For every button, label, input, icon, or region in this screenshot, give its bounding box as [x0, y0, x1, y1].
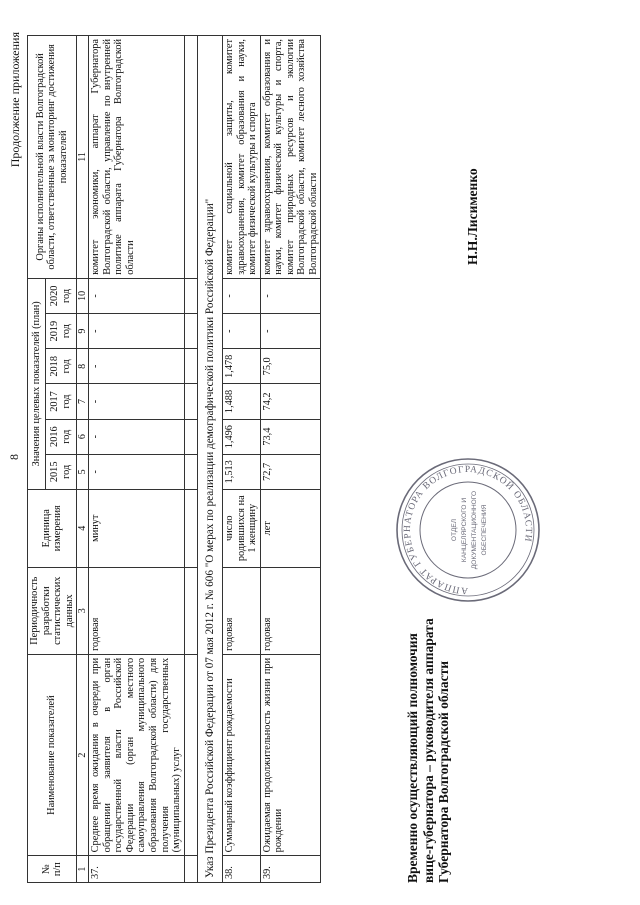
header-indicator: Наименование показателей	[28, 654, 77, 855]
section-row	[197, 36, 223, 883]
stamp-ring-text: АППАРАТ ГУБЕРНАТОРА ВОЛГОГРАДСКОЙ ОБЛАСТИ	[402, 464, 534, 596]
indicators-table	[27, 35, 321, 883]
signature-block	[405, 503, 452, 883]
header-year: 2016 год	[45, 419, 77, 454]
column-number: 8	[77, 349, 89, 384]
value-cell: -	[89, 278, 184, 313]
column-number: 9	[77, 314, 89, 349]
signature-line: Губернатора Волгоградской области	[436, 660, 452, 883]
value-cell: -	[260, 278, 321, 313]
header-unit: Единица измерения	[28, 489, 77, 567]
stamp-center-line: ОТДЕЛ	[451, 518, 458, 542]
periodicity-cell: годовая	[223, 567, 261, 654]
unit-cell: число родившихся на 1 женщину	[223, 489, 261, 567]
column-number: 7	[77, 384, 89, 419]
value-cell: -	[89, 384, 184, 419]
column-number: 1	[77, 856, 89, 883]
indicator-name: Суммарный коэффициент рождаемости	[223, 654, 261, 855]
column-number: 6	[77, 419, 89, 454]
stamp-center-line: ДОКУМЕНТАЦИОННОГО	[471, 490, 478, 570]
value-cell: 1,513	[223, 454, 261, 489]
periodicity-cell: годовая	[260, 567, 321, 654]
column-numbers-row	[77, 36, 89, 883]
value-cell: -	[223, 278, 261, 313]
value-cell: 75,0	[260, 349, 321, 384]
header-targets: Значения целевых показателей (план)	[28, 278, 46, 489]
table-row	[223, 36, 261, 883]
header-year: 2019 год	[45, 314, 77, 349]
authorities-cell: комитет социальной защиты, комитет здравоохранения, комитет образования и науки, комитет физической культуры и спорта	[223, 36, 261, 279]
header-row	[28, 36, 46, 883]
value-cell: -	[260, 314, 321, 349]
unit-cell: минут	[89, 489, 184, 567]
signature-line: вице-губернатора – руководителя аппарата	[420, 618, 436, 883]
table-row	[89, 36, 184, 883]
header-year: 2018 год	[45, 349, 77, 384]
column-number: 5	[77, 454, 89, 489]
column-number: 2	[77, 654, 89, 855]
header-number: № п/п	[28, 856, 77, 883]
indicator-name: Среднее время ожидания в очереди при обращении заявителя в орган государственной власти Российской Федерации (орган местного самоуправления муниципального образования Волгоградской области) для получения государственных (муниципальных) услуг	[89, 654, 184, 855]
signatory-name: Н.Н.Лисименко	[465, 168, 480, 265]
indicator-name: Ожидаемая продолжительность жизни при рождении	[260, 654, 321, 855]
row-number: 38.	[223, 856, 261, 883]
header-year: 2017 год	[45, 384, 77, 419]
signature-line: Временно осуществляющий полномочия	[405, 633, 420, 883]
value-cell: 1,478	[223, 349, 261, 384]
value-cell: 1,488	[223, 384, 261, 419]
unit-cell: лет	[260, 489, 321, 567]
value-cell: 72,7	[260, 454, 321, 489]
header-year: 2015 год	[45, 454, 77, 489]
value-cell: 74,2	[260, 384, 321, 419]
spacer-row	[184, 36, 197, 883]
stamp-center-line: ОБЕСПЕЧЕНИЯ	[481, 504, 488, 556]
stamp-center-line: КАНЦЕЛЯРСКОГО И	[461, 497, 468, 563]
value-cell: -	[89, 454, 184, 489]
value-cell: 73,4	[260, 419, 321, 454]
header-periodicity: Периодичность разработки статистических данных	[28, 567, 77, 654]
periodicity-cell: годовая	[89, 567, 184, 654]
row-number: 39.	[260, 856, 321, 883]
table-row	[260, 36, 321, 883]
header-authorities: Органы исполнительной власти Волгоградской области, ответственные за мониторинг достижения показателей	[28, 36, 77, 279]
column-number: 3	[77, 567, 89, 654]
page-number: 8	[7, 454, 21, 460]
value-cell: -	[89, 349, 184, 384]
column-number: 4	[77, 489, 89, 567]
continuation-label: Продолжение приложения	[8, 32, 22, 168]
column-number: 11	[77, 36, 89, 279]
header-year: 2020 год	[45, 278, 77, 313]
authorities-cell: комитет экономики, аппарат Губернатора Волгоградской области, управление по внутренней политике аппарата Губернатора Волгоградской области	[89, 36, 184, 279]
authorities-cell: комитет здравоохранения, комитет образования и науки, комитет физической культуры и спорта, комитет природных ресурсов и экологии Волгоградской области, комитет лесного хозяйства Волгоградской области	[260, 36, 321, 279]
column-number: 10	[77, 278, 89, 313]
value-cell: -	[89, 419, 184, 454]
value-cell: 1,496	[223, 419, 261, 454]
value-cell: -	[223, 314, 261, 349]
value-cell: -	[89, 314, 184, 349]
row-number: 37.	[89, 856, 184, 883]
section-title: Указ Президента Российской Федерации от 07 мая 2012 г. № 606 "О мерах по реализации демографической политики Российской Федерации"	[197, 36, 223, 883]
